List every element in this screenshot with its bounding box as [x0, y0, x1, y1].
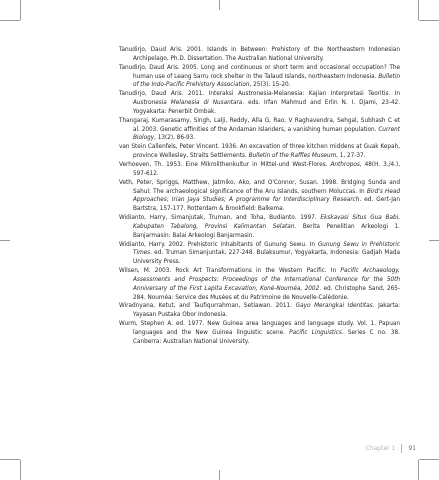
- reference-title: Austronesia Melanesia di Nusantara: [133, 100, 243, 107]
- reference-text: Tanudirjo, Daud Aris. 2005. Long and continuous or short term and occasional occupation? The human use of Leang Sarru rock shelter in the Talaud Islands, northeastern Indonesia.: [119, 64, 400, 80]
- reference-entry: [119, 320, 400, 347]
- reference-entry: [119, 64, 400, 91]
- reference-entry: [119, 241, 400, 268]
- crop-mark: [418, 0, 419, 20]
- reference-entry: [119, 179, 400, 214]
- reference-details: . eds. Irfan Mahmud and Erlin N. I. Djami, 23-42. Yogyakarta: Penerbit Ombak.: [133, 100, 400, 115]
- page-number: 91: [408, 444, 416, 452]
- reference-entry: [119, 161, 400, 179]
- reference-details: , 25(3), 15-20.: [249, 82, 291, 89]
- crop-mark: [0, 459, 20, 460]
- reference-entry: [119, 143, 400, 161]
- reference-title: Current Biology: [133, 126, 400, 142]
- reference-details: . Jakarta: Yayasan Pustaka Obor Indonesia.: [133, 303, 400, 319]
- reference-title: Ekskavasi Situs Gua Babi, Kabupaten Tabalong, Provinsi Kalimantan Selatan: [133, 215, 400, 230]
- crop-mark: [20, 0, 21, 20]
- reference-title: Pacific Archaeology, Assessments and Prospects: Proceedings of the International Conference for the 50th Anniversary of the First Lapita Excavation, Koné-Nouméa, 2002: [133, 268, 400, 292]
- reference-entry: [119, 46, 400, 64]
- reference-title: Bulletin of the Raffles Museum: [248, 153, 337, 160]
- reference-text: Verhoeven, Th. 1953. Eine Mikrolithenkultur in Mittel-und West-Flores.: [119, 161, 331, 168]
- reference-entry: [119, 214, 400, 241]
- reference-details: . Berita Penelitian Arkeologi 1. Banjarmasin: Balai Arkeologi Banjarmasin.: [133, 223, 400, 239]
- reference-text: Widianto, Harry. 2002. Prehistoric inhabitants of Gunung Sewu. In: [119, 241, 318, 248]
- reference-details: . ed. Christophe Sand, 265-284. Nouméa: Service des Musées et du Patrimoine de Nouvelle-Calédonie.: [133, 285, 401, 301]
- reference-list: [119, 46, 400, 347]
- crop-mark: [20, 460, 21, 480]
- reference-text: Wiradnyana, Ketut, and Taufiqurrahman, Setiawan. 2011.: [119, 303, 296, 310]
- reference-text: Wurm, Stephen A. ed. 1977. New Guinea area languages and language study. Vol. 1. Papuan languages and the New Guinea linguistic scene.: [119, 321, 400, 336]
- reference-details: , 13(2), 86-93.: [154, 135, 196, 142]
- reference-text: Wilsen, M. 2003. Rock Art Transformations in the Western Pacific. In: [119, 268, 341, 275]
- reference-title: Anthropos: [330, 161, 360, 168]
- reference-details: , 48(H. 3./4.), 597-612.: [133, 161, 400, 177]
- reference-entry: [119, 117, 400, 144]
- register-tick: [219, 470, 220, 480]
- reference-text: van Stein Callenfels, Peter Vincent. 1936. An excavation of three kitchen middens at Guak Kepah, province Wellesley, Straits Settlements.: [119, 144, 400, 160]
- reference-entry: [119, 267, 400, 302]
- reference-details: . Series C no. 38. Canberra: Australian National University.: [133, 330, 400, 345]
- reference-title: Bird's Head Approaches; Irian Jaya Studies; A programme for Interdisciplinary Research: [133, 188, 401, 204]
- register-tick: [429, 240, 439, 241]
- register-tick: [0, 240, 10, 241]
- register-tick: [219, 0, 220, 10]
- footer-divider: [401, 444, 402, 453]
- reference-details: , 1, 27-37.: [336, 153, 366, 160]
- crop-mark: [419, 20, 439, 21]
- reference-title: Gayo Merangkai Identitas: [295, 303, 373, 310]
- crop-mark: [0, 20, 20, 21]
- chapter-label: Chapter 1: [365, 444, 396, 452]
- reference-text: Veth, Peter, Spriggs, Matthew, Jatmiko, Ako, and O'Connor, Susan. 1998. Bridging Sunda and Sahul: The archaeological significance of the Aru Islands, southern Moluccas. In: [119, 179, 400, 195]
- reference-title: Pacific Linguistics: [289, 330, 342, 336]
- crop-mark: [419, 459, 439, 460]
- reference-title: Gunung Sewu in Prehistoric Times: [133, 241, 400, 257]
- reference-entry: [119, 90, 400, 117]
- reference-text: Tanudirjo, Daud Aris. 2001. Islands in Between: Prehistory of the Northeastern Indonesian Archipelago, Ph.D. Dissertation. The Australian National University.: [119, 47, 400, 62]
- reference-details: . ed. Truman Simanjuntak, 227-248. Bulaksumur, Yogyakarta, Indonesia: Gadjah Mada University Press.: [133, 250, 400, 266]
- reference-text: Thangaraj, Kumarasamy, Singh, Lalji, Reddy, Alla G, Rao, V Raghavendra, Sehgal, Subhash C et al. 2003. Genetic affinities of the Andaman Islanders, a vanishing human population.: [119, 117, 400, 133]
- reference-text: Tanudirjo, Daud Aris. 2011. Interaksi Austronesia-Melanesia: Kajian Interpretasi Teoritis. In: [119, 91, 400, 98]
- page-footer: [366, 443, 416, 453]
- reference-details: . ed. Gert-Jan Bartstra, 157-177. Rotterdam & Brookfield: Balkema.: [133, 197, 401, 213]
- reference-entry: [119, 302, 400, 320]
- reference-text: Widianto, Harry, Simanjutak, Truman, and Toha, Budianto. 1997.: [119, 215, 321, 222]
- crop-mark: [418, 460, 419, 480]
- reference-title: Bulletin of the Indo-Pacific Prehistory Association: [133, 73, 400, 89]
